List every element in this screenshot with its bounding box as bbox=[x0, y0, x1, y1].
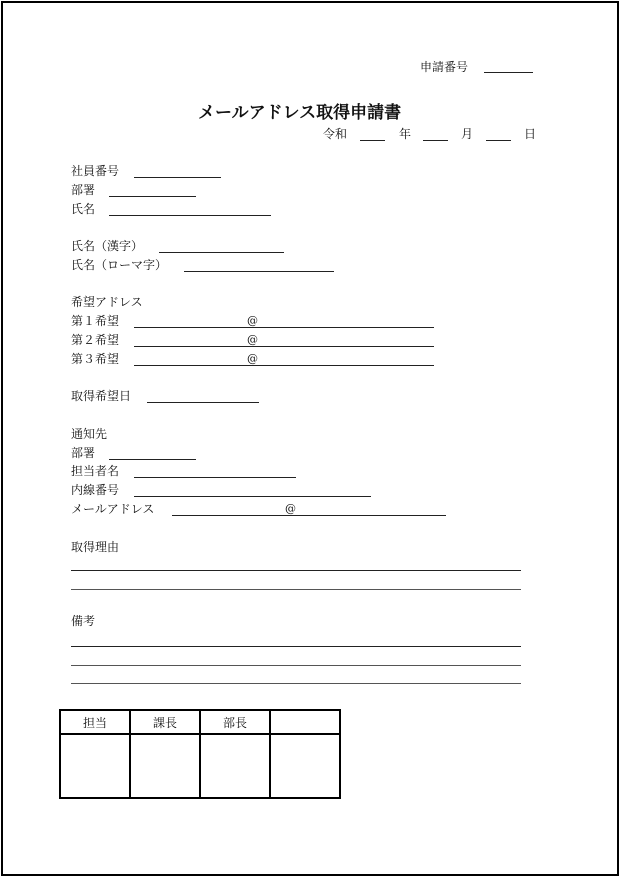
employee-id-label: 社員番号 bbox=[71, 164, 120, 178]
approval-header-blank bbox=[270, 710, 340, 734]
desired-choice-label: 第１希望 bbox=[71, 314, 120, 328]
approval-header-tanto: 担当 bbox=[60, 710, 130, 734]
name-roman-label: 氏名（ローマ字） bbox=[71, 258, 168, 272]
desired-address-heading: 希望アドレス bbox=[71, 295, 143, 309]
at-symbol: @ bbox=[247, 314, 258, 327]
employee-dept-label: 部署 bbox=[71, 183, 96, 197]
date-year-field[interactable] bbox=[360, 140, 385, 141]
desired-choice-label: 第２希望 bbox=[71, 333, 120, 347]
at-symbol: @ bbox=[247, 333, 258, 346]
notify-dept-label: 部署 bbox=[71, 446, 96, 460]
reason-line-2[interactable] bbox=[71, 589, 521, 590]
notify-email-field[interactable] bbox=[172, 515, 446, 516]
at-symbol: @ bbox=[285, 502, 296, 515]
desired-address-field-2[interactable] bbox=[134, 346, 434, 347]
at-symbol: @ bbox=[247, 352, 258, 365]
employee-id-field[interactable] bbox=[134, 177, 221, 178]
approval-table bbox=[59, 709, 341, 799]
approval-header-kacho: 課長 bbox=[130, 710, 200, 734]
date-year-label: 年 bbox=[399, 127, 412, 141]
document-title: メールアドレス取得申請書 bbox=[198, 103, 402, 123]
application-number-label: 申請番号 bbox=[420, 60, 469, 74]
name-roman-field[interactable] bbox=[184, 271, 334, 272]
notify-heading: 通知先 bbox=[71, 427, 108, 441]
date-day-label: 日 bbox=[524, 127, 537, 141]
date-month-field[interactable] bbox=[423, 140, 448, 141]
approval-stamp-cell[interactable] bbox=[270, 734, 340, 798]
approval-stamp-cell[interactable] bbox=[200, 734, 270, 798]
employee-dept-field[interactable] bbox=[109, 196, 196, 197]
application-number-field[interactable] bbox=[484, 72, 533, 73]
employee-name-field[interactable] bbox=[109, 215, 271, 216]
notify-person-label: 担当者名 bbox=[71, 464, 120, 478]
name-kanji-field[interactable] bbox=[159, 252, 284, 253]
approval-stamp-cell[interactable] bbox=[60, 734, 130, 798]
reason-label: 取得理由 bbox=[71, 540, 120, 554]
acquisition-date-label: 取得希望日 bbox=[71, 389, 132, 403]
desired-choice-label: 第３希望 bbox=[71, 352, 120, 366]
notify-extension-label: 内線番号 bbox=[71, 483, 120, 497]
remarks-line-1[interactable] bbox=[71, 646, 521, 647]
remarks-label: 備考 bbox=[71, 614, 96, 628]
employee-name-label: 氏名 bbox=[71, 202, 96, 216]
desired-address-field-3[interactable] bbox=[134, 365, 434, 366]
notify-extension-field[interactable] bbox=[134, 496, 371, 497]
date-month-label: 月 bbox=[461, 127, 474, 141]
date-day-field[interactable] bbox=[486, 140, 511, 141]
notify-dept-field[interactable] bbox=[109, 459, 196, 460]
reason-line-1[interactable] bbox=[71, 570, 521, 571]
remarks-line-2[interactable] bbox=[71, 665, 521, 666]
date-era: 令和 bbox=[323, 127, 348, 141]
name-kanji-label: 氏名（漢字） bbox=[71, 239, 144, 253]
acquisition-date-field[interactable] bbox=[147, 402, 259, 403]
notify-email-label: メールアドレス bbox=[71, 502, 155, 516]
remarks-line-3[interactable] bbox=[71, 683, 521, 684]
approval-stamp-cell[interactable] bbox=[130, 734, 200, 798]
approval-header-bucho: 部長 bbox=[200, 710, 270, 734]
desired-address-field-1[interactable] bbox=[134, 327, 434, 328]
notify-person-field[interactable] bbox=[134, 477, 296, 478]
